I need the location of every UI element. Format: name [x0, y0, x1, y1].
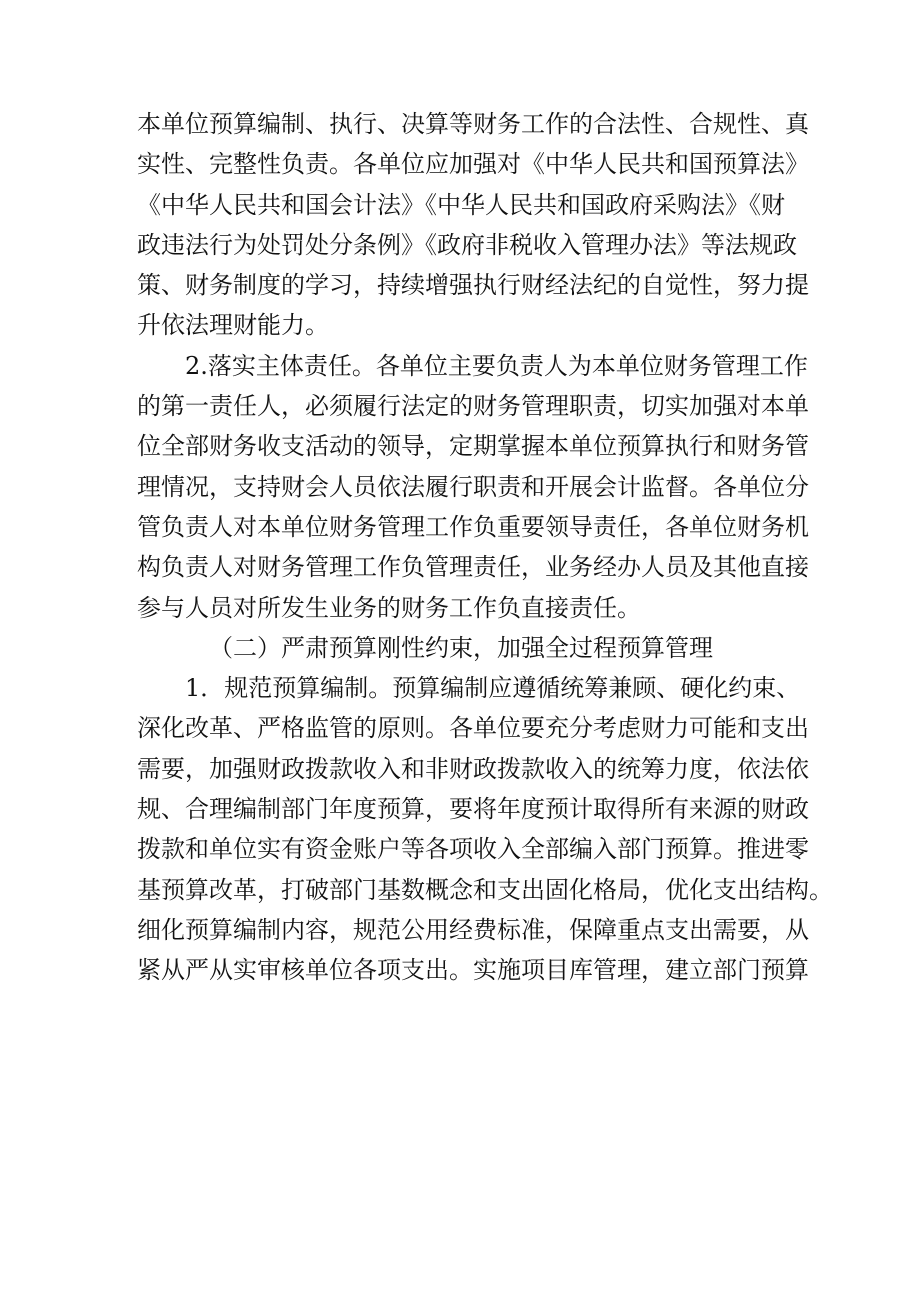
paragraph-3-line-8: 紧从严从实审核单位各项支出。实施项目库管理，建立部门预算 [137, 956, 809, 985]
paragraph-3-line-6: 基预算改革，打破部门基数概念和支出固化格局，优化支出结构。 [137, 875, 833, 904]
paragraph-2-line-4: 理情况，支持财会人员依法履行职责和开展会计监督。各单位分 [137, 472, 809, 501]
paragraph-3-line-2: 深化改革、严格监管的原则。各单位要充分考虑财力可能和支出 [137, 714, 809, 743]
paragraph-1-line-5: 策、财务制度的学习，持续增强执行财经法纪的自觉性，努力提 [137, 271, 809, 300]
paragraph-2-line-6: 构负责人对财务管理工作负管理责任，业务经办人员及其他直接 [137, 553, 809, 582]
paragraph-2-line-7: 参与人员对所发生业务的财务工作负直接责任。 [137, 593, 641, 622]
paragraph-1-line-1: 本单位预算编制、执行、决算等财务工作的合法性、合规性、真 [137, 110, 809, 138]
paragraph-1-line-2: 实性、完整性负责。各单位应加强对《中华人民共和国预算法》 [137, 150, 809, 179]
paragraph-2-line-5: 管负责人对本单位财务管理工作负重要领导责任，各单位财务机 [137, 512, 809, 541]
paragraph-3-line-3: 需要，加强财政拨款收入和非财政拨款收入的统筹力度，依法依 [137, 754, 809, 783]
paragraph-3-line-7: 细化预算编制内容，规范公用经费标准，保障重点支出需要，从 [137, 915, 809, 944]
paragraph-1-line-6: 升依法理财能力。 [137, 311, 329, 340]
section-heading: （二）严肃预算刚性约束，加强全过程预算管理 [209, 633, 713, 662]
paragraph-2-line-1: 2.落实主体责任。各单位主要负责人为本单位财务管理工作 [185, 351, 808, 380]
paragraph-1-line-4: 政违法行为处罚处分条例》《政府非税收入管理办法》等法规政 [137, 230, 797, 259]
paragraph-2-line-2: 的第一责任人，必须履行法定的财务管理职责，切实加强对本单 [137, 392, 809, 421]
paragraph-3-line-1: 1．规范预算编制。预算编制应遵循统筹兼顾、硬化约束、 [185, 674, 801, 703]
paragraph-2-line-3: 位全部财务收支活动的领导，定期掌握本单位预算执行和财务管 [137, 432, 809, 461]
paragraph-3-line-5: 拨款和单位实有资金账户等各项收入全部编入部门预算。推进零 [137, 835, 809, 864]
document-body [137, 104, 833, 991]
paragraph-3-line-4: 规、合理编制部门年度预算，要将年度预计取得所有来源的财政 [137, 795, 809, 824]
paragraph-1-line-3: 《中华人民共和国会计法》《中华人民共和国政府采购法》《财 [137, 190, 785, 219]
